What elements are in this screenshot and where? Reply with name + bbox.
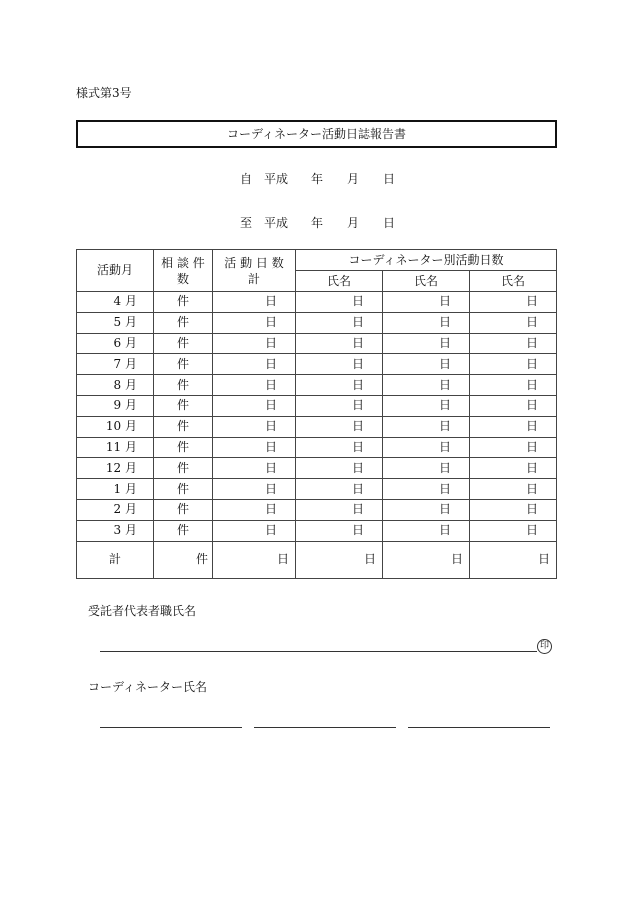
table-row: [77, 312, 557, 333]
month-cell: 12 月: [77, 458, 154, 479]
coordinator-3-days-cell: 日: [470, 437, 557, 458]
month-cell: 10 月: [77, 416, 154, 437]
month-cell: 11 月: [77, 437, 154, 458]
coordinator-1-days-cell: 日: [296, 499, 383, 520]
to-prefix: 至: [240, 216, 253, 230]
coordinator-3-days-cell: 日: [470, 333, 557, 354]
table-row: [77, 416, 557, 437]
consultations-cell: 件: [154, 499, 213, 520]
header-name-3: 氏名: [470, 271, 557, 292]
table-row: [77, 395, 557, 416]
table-row: [77, 354, 557, 375]
consultations-cell: 件: [154, 292, 213, 313]
table-row: [77, 520, 557, 541]
consultations-cell: 件: [154, 416, 213, 437]
coordinator-2-days-cell: 日: [383, 292, 470, 313]
to-month: 月: [347, 216, 360, 230]
activity-days-total-cell: 日: [213, 333, 296, 354]
coordinator-1-days-cell: 日: [296, 458, 383, 479]
consultations-cell: 件: [154, 354, 213, 375]
coordinator-2-days-cell: 日: [383, 395, 470, 416]
coordinator-3-days-cell: 日: [470, 395, 557, 416]
total-activity-days-cell: 日: [213, 541, 296, 578]
period-from: [240, 170, 410, 186]
document-title: コーディネーター活動日誌報告書: [76, 120, 557, 148]
from-day: 日: [383, 172, 396, 186]
from-year: 年: [311, 172, 324, 186]
coordinator-2-days-cell: 日: [383, 375, 470, 396]
representative-label: 受託者代表者職氏名: [88, 604, 197, 618]
activity-days-total-cell: 日: [213, 354, 296, 375]
coordinator-1-days-cell: 日: [296, 479, 383, 500]
month-cell: 3 月: [77, 520, 154, 541]
consultations-cell: 件: [154, 312, 213, 333]
from-prefix: 自: [240, 172, 253, 186]
coordinator-1-days-cell: 日: [296, 395, 383, 416]
seal-icon: 印: [537, 639, 552, 654]
activity-days-total-cell: 日: [213, 499, 296, 520]
activity-days-total-cell: 日: [213, 375, 296, 396]
coordinator-1-days-cell: 日: [296, 354, 383, 375]
coordinator-label: コーディネーター氏名: [88, 680, 208, 694]
total-coordinator-3-days-cell: 日: [470, 541, 557, 578]
activity-days-total-cell: 日: [213, 395, 296, 416]
activity-days-total-cell: 日: [213, 520, 296, 541]
coordinator-signature-line-2[interactable]: [254, 727, 396, 728]
coordinator-1-days-cell: 日: [296, 292, 383, 313]
coordinator-1-days-cell: 日: [296, 333, 383, 354]
consultations-cell: 件: [154, 375, 213, 396]
coordinator-2-days-cell: 日: [383, 333, 470, 354]
coordinator-3-days-cell: 日: [470, 499, 557, 520]
consultations-cell: 件: [154, 437, 213, 458]
activity-days-total-cell: 日: [213, 479, 296, 500]
activity-days-total-cell: 日: [213, 416, 296, 437]
table-row: [77, 375, 557, 396]
total-label: 計: [77, 541, 154, 578]
total-row: [77, 541, 557, 578]
coordinator-2-days-cell: 日: [383, 520, 470, 541]
total-coordinator-1-days-cell: 日: [296, 541, 383, 578]
activity-days-total-cell: 日: [213, 458, 296, 479]
header-consultations: 相 談 件 数: [154, 250, 213, 292]
coordinator-3-days-cell: 日: [470, 416, 557, 437]
consultations-cell: 件: [154, 520, 213, 541]
coordinator-signature-line-1[interactable]: [100, 727, 242, 728]
month-cell: 6 月: [77, 333, 154, 354]
coordinator-2-days-cell: 日: [383, 479, 470, 500]
table-row: [77, 437, 557, 458]
coordinator-1-days-cell: 日: [296, 520, 383, 541]
table-row: [77, 499, 557, 520]
consultations-cell: 件: [154, 395, 213, 416]
month-cell: 9 月: [77, 395, 154, 416]
table-row: [77, 479, 557, 500]
activity-days-total-cell: 日: [213, 292, 296, 313]
total-consultations-cell: 件: [154, 541, 213, 578]
month-cell: 4 月: [77, 292, 154, 313]
coordinator-1-days-cell: 日: [296, 416, 383, 437]
representative-signature-line[interactable]: [100, 651, 537, 652]
header-name-2: 氏名: [383, 271, 470, 292]
coordinator-3-days-cell: 日: [470, 312, 557, 333]
header-name-1: 氏名: [296, 271, 383, 292]
coordinator-1-days-cell: 日: [296, 437, 383, 458]
coordinator-2-days-cell: 日: [383, 458, 470, 479]
form-number: 様式第3号: [76, 86, 132, 100]
table-row: [77, 292, 557, 313]
coordinator-3-days-cell: 日: [470, 354, 557, 375]
coordinator-signature-line-3[interactable]: [408, 727, 550, 728]
table-row: [77, 333, 557, 354]
coordinator-3-days-cell: 日: [470, 458, 557, 479]
activity-days-total-cell: 日: [213, 312, 296, 333]
coordinator-1-days-cell: 日: [296, 312, 383, 333]
coordinator-3-days-cell: 日: [470, 520, 557, 541]
from-era: 平成: [264, 172, 289, 186]
coordinator-2-days-cell: 日: [383, 416, 470, 437]
consultations-cell: 件: [154, 479, 213, 500]
from-month: 月: [347, 172, 360, 186]
coordinator-1-days-cell: 日: [296, 375, 383, 396]
header-month: 活動月: [77, 250, 154, 292]
coordinator-2-days-cell: 日: [383, 499, 470, 520]
coordinator-3-days-cell: 日: [470, 375, 557, 396]
activity-days-total-cell: 日: [213, 437, 296, 458]
month-cell: 1 月: [77, 479, 154, 500]
month-cell: 5 月: [77, 312, 154, 333]
activity-table: [76, 249, 557, 579]
month-cell: 8 月: [77, 375, 154, 396]
coordinator-3-days-cell: 日: [470, 292, 557, 313]
month-cell: 2 月: [77, 499, 154, 520]
to-era: 平成: [264, 216, 289, 230]
header-coordinator-days: コーディネーター別活動日数: [296, 250, 557, 271]
period-to: [240, 214, 410, 230]
table-row: [77, 458, 557, 479]
to-day: 日: [383, 216, 396, 230]
total-coordinator-2-days-cell: 日: [383, 541, 470, 578]
to-year: 年: [311, 216, 324, 230]
coordinator-2-days-cell: 日: [383, 312, 470, 333]
coordinator-2-days-cell: 日: [383, 437, 470, 458]
month-cell: 7 月: [77, 354, 154, 375]
coordinator-2-days-cell: 日: [383, 354, 470, 375]
consultations-cell: 件: [154, 333, 213, 354]
coordinator-3-days-cell: 日: [470, 479, 557, 500]
header-activity-days-total: 活 動 日 数 計: [213, 250, 296, 292]
consultations-cell: 件: [154, 458, 213, 479]
